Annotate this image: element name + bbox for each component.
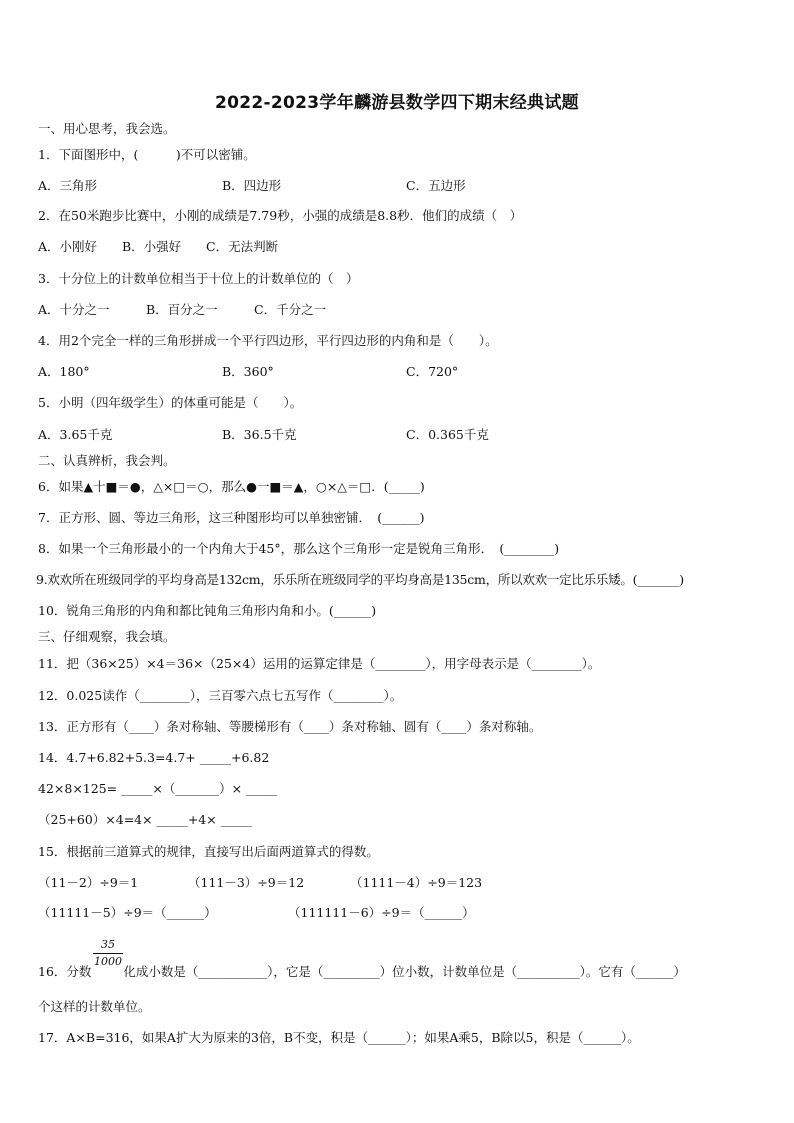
option-c[interactable]: C．0.365千克 bbox=[406, 427, 489, 442]
question-10: 10．锐角三角形的内角和都比钝角三角形内角和小。(______) bbox=[38, 603, 377, 618]
section-heading-1: 一、用心思考，我会选。 bbox=[38, 121, 176, 136]
question-16-prefix: 16．分数 bbox=[38, 964, 92, 979]
question-4: 4．用2个完全一样的三角形拼成一个平行四边形，平行四边形的内角和是（ ）。 bbox=[38, 333, 498, 348]
option-c[interactable]: C．千分之一 bbox=[254, 302, 327, 317]
option-b[interactable]: B．四边形 bbox=[222, 178, 282, 193]
question-3-options bbox=[38, 301, 326, 319]
option-c[interactable]: C．无法判断 bbox=[206, 239, 279, 254]
section-heading-3: 三、仔细观察，我会填。 bbox=[38, 629, 176, 644]
question-8: 8．如果一个三角形最小的一个内角大于45°，那么这个三角形一定是锐角三角形． (________) bbox=[38, 541, 560, 556]
option-b[interactable]: B．百分之一 bbox=[146, 302, 218, 317]
example-3: （1111－4）÷9＝123 bbox=[350, 875, 483, 890]
option-c[interactable]: C．五边形 bbox=[406, 178, 466, 193]
option-c[interactable]: C．720° bbox=[406, 364, 459, 379]
answer-2: （111111－6）÷9＝（______） bbox=[288, 905, 475, 920]
question-6: 6．如果▲十■＝●，△×□＝○，那么●一■＝▲，○×△＝□．(_____) bbox=[38, 479, 425, 494]
answer-1: （11111－5）÷9＝（______） bbox=[38, 905, 217, 920]
section-heading-2: 二、认真辨析，我会判。 bbox=[38, 453, 176, 468]
question-16-text: 化成小数是（___________），它是（_________）位小数，计数单位是（__________）。它有（______） bbox=[123, 964, 686, 979]
question-1: 1．下面图形中，( )不可以密铺。 bbox=[38, 147, 256, 162]
question-7: 7．正方形、圆、等边三角形，这三种图形均可以单独密铺． (______) bbox=[38, 510, 425, 525]
question-14-line-3: （25+60）×4=4× _____+4× _____ bbox=[38, 812, 252, 827]
question-15: 15．根据前三道算式的规律，直接写出后面两道算式的得数。 bbox=[38, 844, 379, 859]
page-title: 2022-2023学年麟游县数学四下期末经典试题 bbox=[215, 93, 579, 113]
option-a[interactable]: A．180° bbox=[38, 364, 90, 379]
question-13: 13．正方形有（____）条对称轴、等腰梯形有（____）条对称轴、圆有（____）条对称轴。 bbox=[38, 719, 542, 734]
option-a[interactable]: A．小刚好 bbox=[38, 239, 98, 254]
question-1-options bbox=[38, 177, 466, 195]
example-1: （11－2）÷9＝1 bbox=[38, 875, 139, 890]
example-2: （111－3）÷9＝12 bbox=[188, 875, 305, 890]
question-9: 9.欢欢所在班级同学的平均身高是132cm，乐乐所在班级同学的平均身高是135cm，所以欢欢一定比乐乐矮。(_______) bbox=[36, 572, 684, 587]
fraction-numerator: 35 bbox=[93, 938, 123, 954]
question-4-options bbox=[38, 363, 458, 381]
question-3: 3．十分位上的计数单位相当于十位上的计数单位的（ ） bbox=[38, 271, 359, 286]
question-5: 5．小明（四年级学生）的体重可能是（ ）。 bbox=[38, 395, 303, 410]
question-14-line-2: 42×8×125= _____×（_______）× _____ bbox=[38, 781, 278, 796]
question-14-line-1: 14．4.7+6.82+5.3=4.7+ _____+6.82 bbox=[38, 750, 270, 765]
fraction-denominator: 1000 bbox=[94, 955, 122, 968]
question-2: 2．在50米跑步比赛中，小刚的成绩是7.79秒，小强的成绩是8.8秒．他们的成绩（ ） bbox=[38, 208, 523, 223]
question-12: 12．0.025读作（________），三百零六点七五写作（________）。 bbox=[38, 688, 403, 703]
question-5-options bbox=[38, 426, 489, 444]
question-11: 11．把（36×25）×4＝36×（25×4）运用的运算定律是（________），用字母表示是（________）。 bbox=[38, 656, 601, 671]
question-16-line-2: 个这样的计数单位。 bbox=[38, 999, 151, 1014]
option-b[interactable]: B．36.5千克 bbox=[222, 427, 297, 442]
option-a[interactable]: A．十分之一 bbox=[38, 302, 110, 317]
question-15-answers bbox=[38, 904, 475, 922]
question-16 bbox=[38, 963, 686, 981]
option-b[interactable]: B．360° bbox=[222, 364, 274, 379]
option-a[interactable]: A．三角形 bbox=[38, 178, 98, 193]
option-a[interactable]: A．3.65千克 bbox=[38, 427, 113, 442]
question-2-options bbox=[38, 238, 278, 256]
question-17: 17．A×B=316，如果A扩大为原来的3倍，B不变，积是（______）；如果A乘5，B除以5，积是（______）。 bbox=[38, 1030, 640, 1045]
question-15-examples bbox=[38, 874, 482, 892]
option-b[interactable]: B．小强好 bbox=[122, 239, 182, 254]
